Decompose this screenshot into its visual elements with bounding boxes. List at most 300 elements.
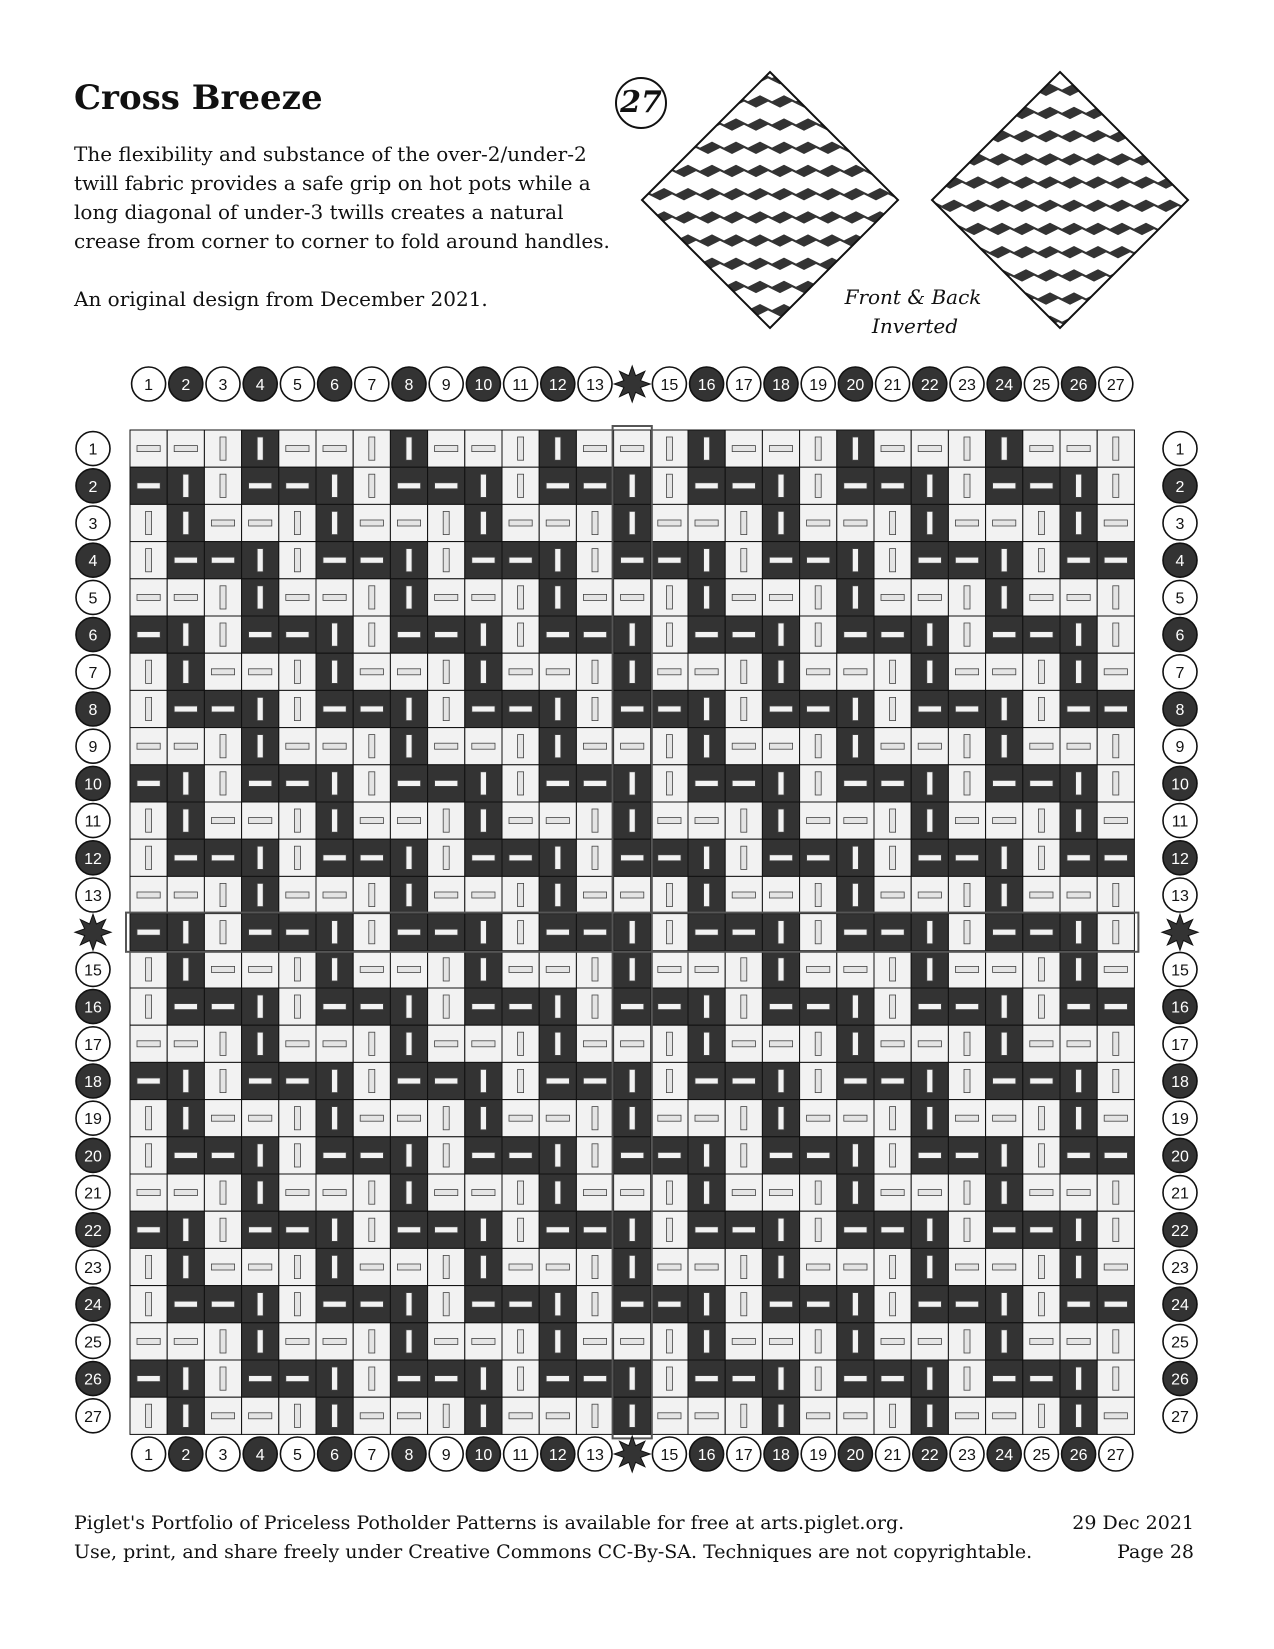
svg-text:2: 2 <box>1175 478 1185 496</box>
chart-cell <box>614 1286 651 1323</box>
chart-cell <box>1097 690 1134 727</box>
chart-cell <box>911 1174 948 1211</box>
chart-cell <box>242 728 279 765</box>
chart-cell <box>688 839 725 876</box>
chart-cell <box>874 1174 911 1211</box>
chart-cell <box>911 1323 948 1360</box>
svg-text:9: 9 <box>441 377 451 394</box>
chart-cell <box>725 690 762 727</box>
chart-cell <box>651 1174 688 1211</box>
chart-cell <box>353 1360 390 1397</box>
chart-cell <box>242 1286 279 1323</box>
row-label <box>76 766 110 800</box>
chart-cell <box>651 467 688 504</box>
chart-cell <box>874 1397 911 1434</box>
chart-cell <box>1060 430 1097 467</box>
svg-text:2: 2 <box>181 1447 191 1464</box>
chart-cell <box>911 728 948 765</box>
chart-cell <box>242 1174 279 1211</box>
chart-cell <box>576 1062 613 1099</box>
chart-cell <box>576 839 613 876</box>
chart-cell <box>1060 1360 1097 1397</box>
chart-cell <box>576 690 613 727</box>
chart-cell <box>353 876 390 913</box>
chart-cell <box>390 1137 427 1174</box>
chart-cell <box>167 914 204 951</box>
chart-cell <box>316 430 353 467</box>
column-label <box>318 367 352 401</box>
column-label <box>1099 1437 1133 1471</box>
chart-cell <box>948 1062 985 1099</box>
chart-cell <box>316 876 353 913</box>
chart-cell <box>279 914 316 951</box>
svg-text:25: 25 <box>1032 1447 1051 1464</box>
chart-cell <box>614 616 651 653</box>
chart-cell <box>390 1211 427 1248</box>
chart-cell <box>948 728 985 765</box>
chart-cell <box>1097 988 1134 1025</box>
column-label <box>727 1437 761 1471</box>
chart-cell <box>725 839 762 876</box>
chart-cell <box>465 1397 502 1434</box>
chart-cell <box>651 504 688 541</box>
chart-cell <box>465 802 502 839</box>
chart-cell <box>428 1360 465 1397</box>
svg-text:4: 4 <box>255 377 265 394</box>
chart-cell <box>800 1286 837 1323</box>
chart-cell <box>316 802 353 839</box>
chart-cell <box>242 1062 279 1099</box>
chart-cell <box>539 430 576 467</box>
chart-cell <box>986 579 1023 616</box>
chart-cell <box>800 988 837 1025</box>
svg-text:9: 9 <box>88 739 98 757</box>
chart-cell <box>390 728 427 765</box>
svg-text:22: 22 <box>920 1447 939 1464</box>
svg-text:15: 15 <box>660 377 679 394</box>
chart-cell <box>651 1286 688 1323</box>
chart-cell <box>762 988 799 1025</box>
svg-text:6: 6 <box>330 1447 340 1464</box>
svg-text:7: 7 <box>367 1447 377 1464</box>
chart-cell <box>725 1062 762 1099</box>
chart-cell <box>800 951 837 988</box>
column-label <box>429 367 463 401</box>
chart-cell <box>390 616 427 653</box>
chart-cell <box>204 914 241 951</box>
chart-cell <box>242 1248 279 1285</box>
chart-cell <box>353 1397 390 1434</box>
chart-cell <box>911 765 948 802</box>
chart-cell <box>316 616 353 653</box>
chart-cell <box>800 504 837 541</box>
chart-cell <box>874 1137 911 1174</box>
chart-cell <box>167 1286 204 1323</box>
svg-text:21: 21 <box>883 1447 902 1464</box>
chart-cell <box>428 914 465 951</box>
chart-cell <box>316 690 353 727</box>
svg-text:12: 12 <box>548 1447 567 1464</box>
chart-cell <box>204 1100 241 1137</box>
chart-cell <box>986 467 1023 504</box>
svg-text:2: 2 <box>88 478 98 496</box>
chart-cell <box>1097 504 1134 541</box>
svg-text:10: 10 <box>1171 776 1189 794</box>
chart-cell <box>539 467 576 504</box>
chart-cell <box>614 988 651 1025</box>
chart-cell <box>874 1360 911 1397</box>
chart-cell <box>465 542 502 579</box>
chart-cell <box>948 579 985 616</box>
svg-text:6: 6 <box>330 377 340 394</box>
chart-cell <box>1060 1137 1097 1174</box>
chart-cell <box>837 616 874 653</box>
chart-cell <box>279 1062 316 1099</box>
chart-cell <box>502 914 539 951</box>
chart-cell <box>1060 765 1097 802</box>
row-label <box>1163 506 1197 540</box>
svg-text:19: 19 <box>809 1447 828 1464</box>
chart-cell <box>576 467 613 504</box>
chart-cell <box>948 690 985 727</box>
row-label <box>76 952 110 986</box>
chart-cell <box>837 430 874 467</box>
chart-cell <box>800 542 837 579</box>
chart-cell <box>279 1211 316 1248</box>
chart-cell <box>130 1062 167 1099</box>
chart-cell <box>279 1397 316 1434</box>
chart-cell <box>242 914 279 951</box>
svg-text:11: 11 <box>512 377 529 394</box>
column-label <box>614 1436 650 1472</box>
chart-cell <box>614 1397 651 1434</box>
row-label <box>75 914 111 950</box>
chart-cell <box>242 1360 279 1397</box>
chart-cell <box>390 1360 427 1397</box>
svg-text:20: 20 <box>846 377 865 394</box>
chart-cell <box>725 1360 762 1397</box>
chart-cell <box>874 1286 911 1323</box>
chart-cell <box>986 1360 1023 1397</box>
chart-cell <box>167 616 204 653</box>
chart-cell <box>204 1323 241 1360</box>
chart-cell <box>390 876 427 913</box>
chart-cell <box>911 1286 948 1323</box>
row-label <box>76 1287 110 1321</box>
chart-cell <box>316 504 353 541</box>
svg-text:21: 21 <box>84 1185 102 1203</box>
svg-text:13: 13 <box>586 377 604 394</box>
svg-text:25: 25 <box>1171 1334 1189 1352</box>
chart-cell <box>948 1323 985 1360</box>
pattern-description: The flexibility and substance of the over-2/under-2 twill fabric provides a safe grip on hot pots while a long diagonal of under-3 twills creates a natural crease from corner to corner to fold around handles. <box>74 142 610 253</box>
chart-cell <box>911 951 948 988</box>
chart-cell <box>1023 1100 1060 1137</box>
chart-cell <box>762 1397 799 1434</box>
svg-text:24: 24 <box>995 1447 1014 1464</box>
chart-cell <box>167 1360 204 1397</box>
svg-text:13: 13 <box>84 888 102 905</box>
chart-cell <box>539 914 576 951</box>
svg-text:26: 26 <box>1069 1447 1088 1464</box>
chart-cell <box>353 1137 390 1174</box>
svg-text:7: 7 <box>88 664 98 682</box>
footer-page-number: Page 28 <box>1117 1541 1194 1563</box>
chart-cell <box>167 690 204 727</box>
chart-cell <box>986 1211 1023 1248</box>
column-label <box>652 1437 686 1471</box>
row-label <box>76 1362 110 1396</box>
chart-cell <box>465 1025 502 1062</box>
chart-cell <box>1097 1397 1134 1434</box>
chart-cell <box>614 1062 651 1099</box>
chart-cell <box>800 1397 837 1434</box>
chart-cell <box>130 504 167 541</box>
chart-cell <box>502 430 539 467</box>
chart-cell <box>242 579 279 616</box>
chart-cell <box>688 728 725 765</box>
chart-cell <box>800 765 837 802</box>
chart-cell <box>502 616 539 653</box>
chart-cell <box>1023 728 1060 765</box>
column-label <box>206 367 240 401</box>
chart-cell <box>614 690 651 727</box>
chart-cell <box>428 839 465 876</box>
chart-cell <box>353 467 390 504</box>
svg-text:9: 9 <box>1175 739 1185 757</box>
chart-cell <box>948 1286 985 1323</box>
svg-text:6: 6 <box>88 627 98 645</box>
chart-cell <box>762 467 799 504</box>
chart-cell <box>948 467 985 504</box>
chart-cell <box>353 1323 390 1360</box>
pattern-number-badge: 27 <box>615 77 667 129</box>
chart-cell <box>390 1100 427 1137</box>
column-label <box>1062 367 1096 401</box>
chart-cell <box>465 839 502 876</box>
chart-cell <box>204 728 241 765</box>
chart-cell <box>837 542 874 579</box>
chart-cell <box>353 430 390 467</box>
svg-text:8: 8 <box>404 1447 414 1464</box>
chart-cell <box>1097 876 1134 913</box>
chart-cell <box>948 951 985 988</box>
chart-cell <box>1023 1137 1060 1174</box>
chart-cell <box>465 579 502 616</box>
chart-cell <box>688 1100 725 1137</box>
chart-cell <box>911 914 948 951</box>
chart-cell <box>800 579 837 616</box>
chart-cell <box>1097 1174 1134 1211</box>
chart-cell <box>130 690 167 727</box>
chart-cell <box>1097 951 1134 988</box>
chart-cell <box>167 951 204 988</box>
preview-caption-front-back: Front & Back <box>844 285 982 309</box>
chart-cell <box>1023 1062 1060 1099</box>
chart-cell <box>576 1174 613 1211</box>
chart-cell <box>911 988 948 1025</box>
chart-cell <box>167 542 204 579</box>
column-label <box>132 1437 166 1471</box>
chart-cell <box>986 1062 1023 1099</box>
chart-cell <box>688 988 725 1025</box>
footer-date: 29 Dec 2021 <box>1072 1512 1194 1534</box>
chart-cell <box>204 616 241 653</box>
chart-cell <box>204 690 241 727</box>
chart-cell <box>614 802 651 839</box>
chart-cell <box>316 1062 353 1099</box>
chart-cell <box>725 1286 762 1323</box>
chart-cell <box>279 951 316 988</box>
chart-cell <box>428 1062 465 1099</box>
origin-note: An original design from December 2021. <box>74 287 488 311</box>
chart-cell <box>1023 1174 1060 1211</box>
chart-cell <box>874 467 911 504</box>
chart-cell <box>242 1100 279 1137</box>
chart-cell <box>316 988 353 1025</box>
chart-cell <box>279 839 316 876</box>
svg-text:17: 17 <box>1171 1036 1189 1054</box>
chart-cell <box>614 504 651 541</box>
chart-cell <box>167 1100 204 1137</box>
chart-cell <box>428 765 465 802</box>
chart-cell <box>948 1174 985 1211</box>
chart-cell <box>204 504 241 541</box>
chart-cell <box>576 1211 613 1248</box>
svg-text:8: 8 <box>404 377 414 394</box>
chart-cell <box>614 1137 651 1174</box>
chart-cell <box>614 951 651 988</box>
chart-cell <box>576 802 613 839</box>
chart-cell <box>353 839 390 876</box>
chart-cell <box>465 1360 502 1397</box>
chart-cell <box>725 951 762 988</box>
chart-cell <box>688 1211 725 1248</box>
svg-text:3: 3 <box>88 516 98 533</box>
chart-cell <box>651 839 688 876</box>
chart-cell <box>502 1137 539 1174</box>
chart-cell <box>167 876 204 913</box>
row-label <box>1163 580 1197 614</box>
chart-cell <box>800 1360 837 1397</box>
svg-text:7: 7 <box>1175 664 1185 682</box>
chart-cell <box>279 1137 316 1174</box>
chart-cell <box>390 504 427 541</box>
chart-cell <box>911 1137 948 1174</box>
row-label <box>1163 1213 1197 1247</box>
chart-cell <box>762 1211 799 1248</box>
chart-cell <box>204 1397 241 1434</box>
chart-cell <box>390 1062 427 1099</box>
row-label <box>76 432 110 466</box>
chart-cell <box>651 542 688 579</box>
chart-cell <box>502 1174 539 1211</box>
chart-cell <box>204 579 241 616</box>
chart-cell <box>1097 616 1134 653</box>
svg-text:22: 22 <box>84 1222 102 1240</box>
chart-cell <box>837 1211 874 1248</box>
chart-cell <box>316 1211 353 1248</box>
chart-cell <box>1097 1286 1134 1323</box>
chart-cell <box>800 1323 837 1360</box>
chart-cell <box>465 988 502 1025</box>
chart-cell <box>837 951 874 988</box>
chart-cell <box>1097 653 1134 690</box>
chart-cell <box>390 1174 427 1211</box>
chart-cell <box>204 467 241 504</box>
chart-cell <box>651 616 688 653</box>
svg-text:23: 23 <box>1171 1260 1189 1277</box>
chart-cell <box>651 430 688 467</box>
column-label <box>950 1437 984 1471</box>
svg-text:25: 25 <box>1032 377 1051 394</box>
svg-text:12: 12 <box>84 850 102 868</box>
chart-cell <box>725 542 762 579</box>
row-label <box>1163 1399 1197 1433</box>
chart-cell <box>651 914 688 951</box>
chart-cell <box>502 1286 539 1323</box>
chart-cell <box>874 951 911 988</box>
chart-cell <box>614 430 651 467</box>
chart-cell <box>688 1323 725 1360</box>
svg-text:11: 11 <box>512 1447 529 1464</box>
chart-cell <box>502 876 539 913</box>
chart-cell <box>428 1211 465 1248</box>
chart-cell <box>986 542 1023 579</box>
chart-cell <box>688 690 725 727</box>
chart-cell <box>651 1137 688 1174</box>
chart-cell <box>725 802 762 839</box>
chart-cell <box>986 653 1023 690</box>
chart-cell <box>428 690 465 727</box>
chart-cell <box>167 802 204 839</box>
chart-cell <box>948 1360 985 1397</box>
chart-cell <box>465 1137 502 1174</box>
chart-cell <box>353 1062 390 1099</box>
chart-cell <box>614 542 651 579</box>
chart-cell <box>353 542 390 579</box>
chart-cell <box>986 1286 1023 1323</box>
chart-cell <box>390 579 427 616</box>
left-row-labels <box>75 432 111 1433</box>
chart-cell <box>762 1100 799 1137</box>
row-label <box>1163 990 1197 1024</box>
chart-cell <box>1097 839 1134 876</box>
chart-cell <box>1023 1360 1060 1397</box>
svg-text:20: 20 <box>1171 1148 1189 1166</box>
chart-cell <box>204 988 241 1025</box>
chart-cell <box>1023 802 1060 839</box>
chart-cell <box>465 876 502 913</box>
chart-cell <box>353 1286 390 1323</box>
column-label <box>876 1437 910 1471</box>
column-label <box>801 367 835 401</box>
chart-cell <box>539 765 576 802</box>
chart-cell <box>1023 504 1060 541</box>
chart-cell <box>837 1025 874 1062</box>
chart-cell <box>725 914 762 951</box>
chart-cell <box>948 430 985 467</box>
svg-text:10: 10 <box>84 776 102 794</box>
column-label <box>429 1437 463 1471</box>
svg-text:15: 15 <box>84 962 102 980</box>
chart-cell <box>502 467 539 504</box>
chart-cell <box>539 988 576 1025</box>
chart-cell <box>986 1025 1023 1062</box>
chart-cell <box>316 1397 353 1434</box>
chart-cell <box>465 690 502 727</box>
svg-text:11: 11 <box>1171 813 1189 831</box>
